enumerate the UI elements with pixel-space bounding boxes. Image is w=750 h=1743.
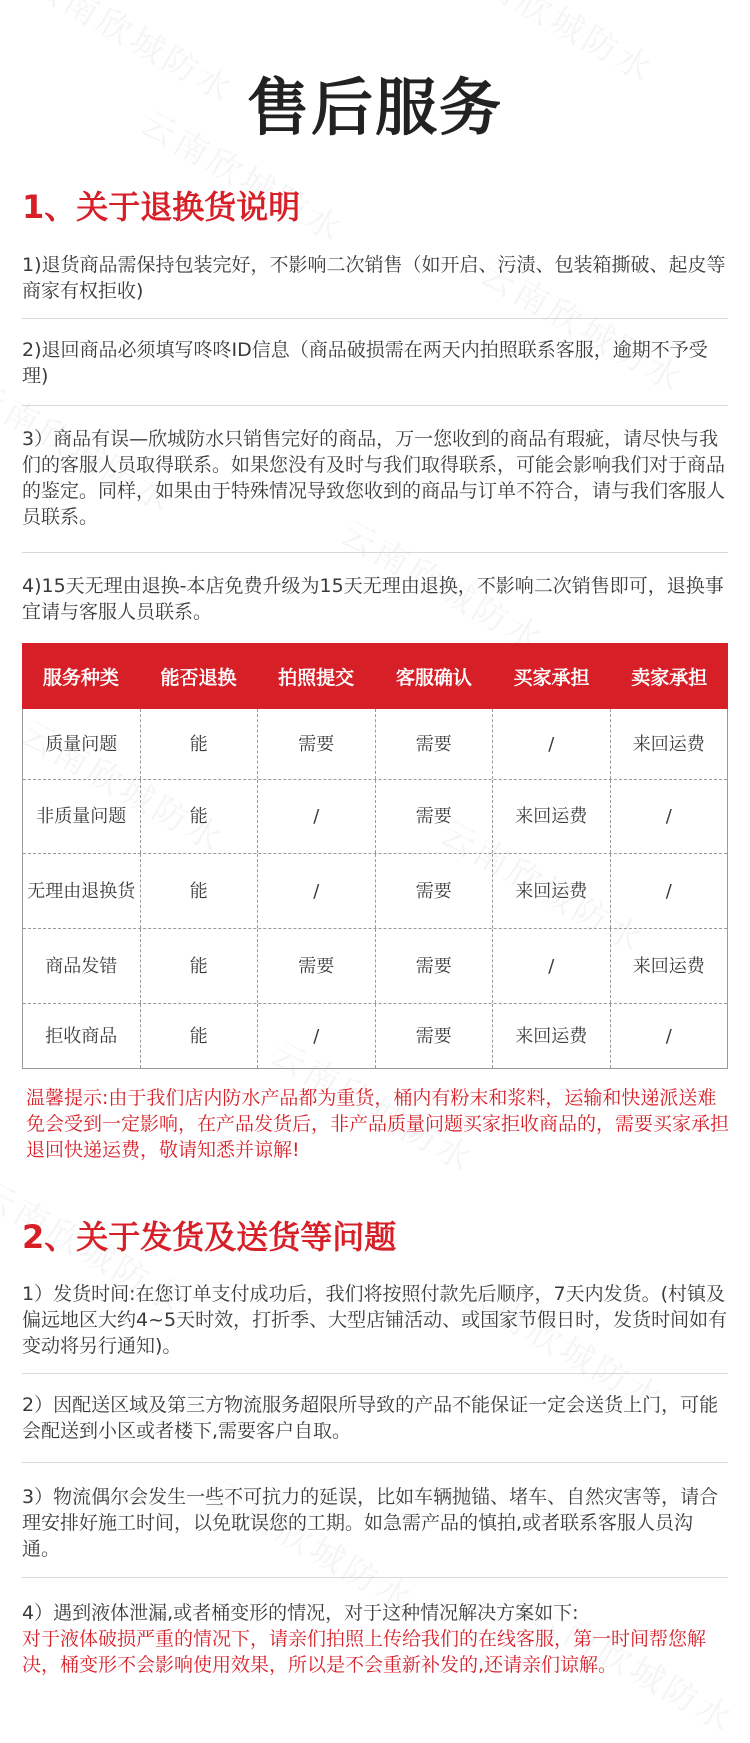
table-cell: 能 <box>140 709 258 779</box>
shipping-item-4: 4）遇到液体泄漏,或者桶变形的情况，对于这种情况解决方案如下: <box>22 1602 579 1624</box>
notice-text: 温馨提示:由于我们店内防水产品都为重货，桶内有粉末和浆料，运输和快递派送难免会受到一定影响，在产品发货后，非产品质量问题买家拒收商品的，需要买家承担退回快递运费，敬请知悉并谅解! <box>26 1087 730 1161</box>
page-title: 售后服务 <box>246 71 503 144</box>
table-cell: 质量问题 <box>45 733 118 755</box>
table-row <box>23 929 727 1004</box>
table-row <box>23 709 727 780</box>
divider <box>22 552 728 553</box>
table-header-cell: 客服确认 <box>395 666 472 689</box>
table-cell: / <box>610 854 728 928</box>
table-header-cell: 服务种类 <box>42 666 119 689</box>
table-cell: 来回运费 <box>492 854 610 928</box>
table-cell: / <box>492 709 610 779</box>
table-cell: 商品发错 <box>45 955 118 977</box>
shipping-item-2: 2）因配送区域及第三方物流服务超限所导致的产品不能保证一定会送货上门，可能会配送到小区或者楼下,需要客户自取。 <box>22 1394 719 1442</box>
table-cell: 需要 <box>257 929 375 1003</box>
divider <box>22 1373 728 1374</box>
table-cell: / <box>257 780 375 853</box>
section-title-returns: 1、关于退换货说明 <box>22 188 301 226</box>
table-cell: / <box>610 1004 728 1068</box>
table-cell: 非质量问题 <box>36 806 127 827</box>
table-row <box>23 780 727 854</box>
table-cell: 来回运费 <box>610 929 728 1003</box>
table-cell: 需要 <box>375 929 493 1003</box>
returns-item-4: 4)15天无理由退换-本店免费升级为15天无理由退换，不影响二次销售即可，退换事宜请与客服人员联系。 <box>22 575 724 623</box>
table-header-cell: 卖家承担 <box>631 666 708 689</box>
table-cell: 无理由退换货 <box>27 880 136 902</box>
table-cell: 能 <box>140 929 258 1003</box>
returns-item-2: 2)退回商品必须填写咚咚ID信息（商品破损需在两天内拍照联系客服，逾期不予受理) <box>22 339 708 387</box>
shipping-item-3: 3）物流偶尔会发生一些不可抗力的延误，比如车辆抛锚、堵车、自然灾害等，请合理安排好施工时间，以免耽误您的工期。如急需产品的慎拍,或者联系客服人员沟通。 <box>22 1486 719 1560</box>
table-cell: / <box>257 854 375 928</box>
divider <box>22 405 728 406</box>
table-row <box>23 1004 727 1068</box>
table-header-cell: 能否退换 <box>160 666 237 689</box>
table-cell: 需要 <box>375 709 493 779</box>
table-cell: / <box>257 1004 375 1068</box>
table-header <box>22 643 728 709</box>
table-header-cell: 买家承担 <box>513 666 590 689</box>
shipping-highlight: 对于液体破损严重的情况下，请亲们拍照上传给我们的在线客服，第一时间帮您解决，桶变形不会影响使用效果，所以是不会重新补发的,还请亲们谅解。 <box>22 1628 707 1676</box>
divider <box>22 1577 728 1578</box>
table-cell: 来回运费 <box>610 709 728 779</box>
table-cell: 能 <box>140 780 258 853</box>
table-cell: 能 <box>140 1004 258 1068</box>
table-header-cell: 拍照提交 <box>278 666 355 689</box>
table-cell: 来回运费 <box>492 780 610 853</box>
section-title-shipping: 2、关于发货及送货等问题 <box>22 1218 397 1256</box>
table-cell: / <box>610 780 728 853</box>
table-cell: 需要 <box>375 854 493 928</box>
table-cell: 需要 <box>257 709 375 779</box>
table-cell: 能 <box>140 854 258 928</box>
divider <box>22 1462 728 1463</box>
shipping-item-1: 1）发货时间:在您订单支付成功后，我们将按照付款先后顺序，7天内发货。(村镇及偏远地区大约4~5天时效，打折季、大型店铺活动、或国家节假日时，发货时间如有变动将另行通知)。 <box>22 1283 728 1357</box>
table-cell: 拒收商品 <box>45 1025 118 1047</box>
table-cell: 需要 <box>375 780 493 853</box>
returns-item-3: 3）商品有误—欣城防水只销售完好的商品，万一您收到的商品有瑕疵，请尽快与我们的客服人员取得联系。如果您没有及时与我们取得联系，可能会影响我们对于商品的鉴定。同样，如果由于特殊情况导致您收到的商品与订单不符合，请与我们客服人员联系。 <box>22 428 726 528</box>
table-cell: 需要 <box>375 1004 493 1068</box>
divider <box>22 318 728 319</box>
table-body <box>22 709 728 1069</box>
table-row <box>23 854 727 929</box>
returns-item-1: 1)退货商品需保持包装完好，不影响二次销售（如开启、污渍、包装箱撕破、起皮等商家有权拒收) <box>22 254 726 302</box>
table-cell: 来回运费 <box>492 1004 610 1068</box>
table-cell: / <box>492 929 610 1003</box>
